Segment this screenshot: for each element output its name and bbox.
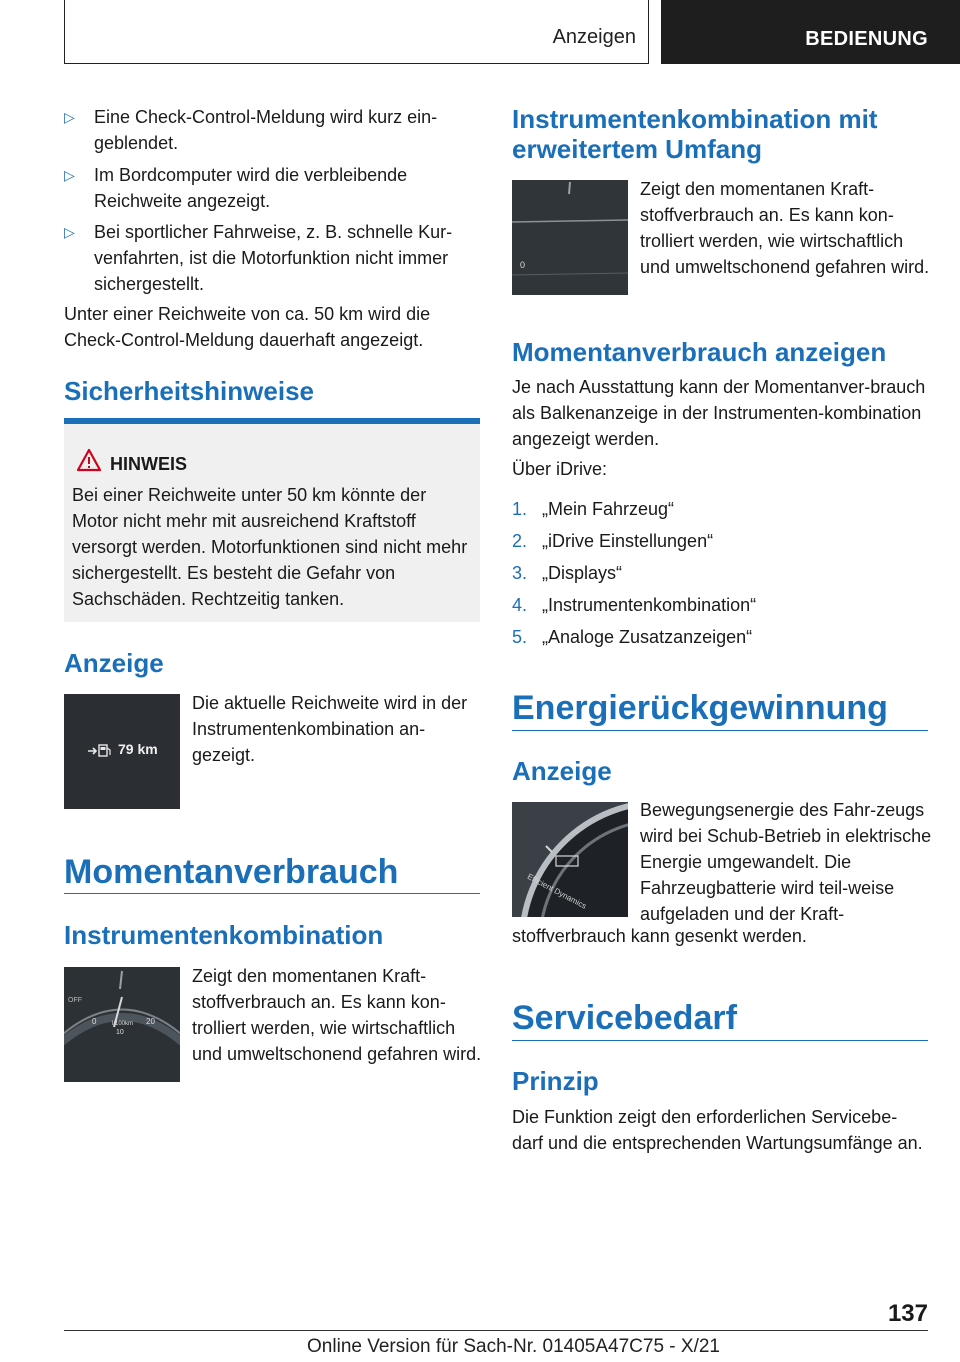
gauge-image: OFF 0 l/100km 10 20 (64, 967, 180, 1082)
show-heading: Momentanverbrauch anzeigen (512, 337, 887, 367)
safety-heading: Sicherheitshinweise (64, 376, 314, 406)
warning-triangle-icon (76, 448, 102, 472)
paragraph: Zeigt den momentanen Kraft-stoffverbrauch an. Es kann kon-trolliert werden, wie wirtschaftlich und umweltschonend gefahren wird. (640, 179, 930, 277)
heading-rule (512, 1040, 928, 1041)
note-text: Bei einer Reichweite unter 50 km könnte der Motor nicht mehr mit ausreichend Kraftstoff versorgt werden. Motorfunktionen sind nicht mehr sichergestellt. Es besteht die Gefahr von Sachschäden. Rechtzeitig tanken. (72, 485, 468, 609)
header-chapter-title: BEDIENUNG (805, 28, 928, 50)
triangle-bullet-icon: ▷ (64, 167, 75, 183)
footer-online-version: Online Version für Sach-Nr. 01405A47C75 - X/21 (307, 1336, 720, 1357)
ik-ext-heading: Instrumentenkombination mit erweitertem Umfang (512, 104, 878, 164)
footer-rule (64, 1330, 928, 1331)
triangle-bullet-icon: ▷ (64, 109, 75, 125)
note-label: HINWEIS (110, 454, 188, 474)
extended-gauge (512, 180, 628, 295)
header-section-box (64, 0, 649, 64)
energy-sub-heading: Anzeige (512, 756, 612, 786)
prinzip-heading: Prinzip (512, 1066, 599, 1096)
paragraph: Bewegungsenergie des Fahr-zeugs wird bei Schub-Betrieb in elektrische Energie umgewandelt. Die Fahrzeugbatterie wird teil-weise aufgeladen und der Kraft- (640, 800, 932, 924)
range-value: 79 km (118, 741, 158, 757)
heading-rule (512, 730, 928, 731)
ik-heading: Instrumentenkombination (64, 920, 384, 950)
range-display-image (64, 694, 180, 809)
heading-rule (64, 893, 480, 894)
energy-image-label: Efficient Dynamics (525, 872, 588, 911)
energy-image (512, 802, 628, 917)
energy-heading: Energierückgewinnung (512, 689, 888, 727)
paragraph: Die aktuelle Reichweite wird in der Instrumentenkombination an-gezeigt. (192, 693, 468, 765)
gauge-ext-image: 0 (512, 180, 628, 295)
paragraph: Unter einer Reichweite von ca. 50 km wird die Check-Control-Meldung dauerhaft angezeigt. (64, 304, 431, 350)
note-box (64, 424, 480, 622)
service-heading: Servicebedarf (512, 999, 737, 1037)
triangle-bullet-icon: ▷ (64, 224, 75, 240)
paragraph: Über iDrive: (512, 459, 608, 479)
paragraph: Die Funktion zeigt den erforderlichen Servicebe-darf und die entsprechenden Wartungsumfänge an. (512, 1107, 923, 1153)
header-chapter-box (661, 0, 960, 64)
momentan-heading: Momentanverbrauch (64, 853, 399, 891)
paragraph: Je nach Ausstattung kann der Momentanver-brauch als Balkenanzeige in der Instrumenten-kombination angezeigt werden. (512, 377, 926, 449)
anzeige-heading: Anzeige (64, 648, 164, 678)
paragraph: stoffverbrauch kann gesenkt werden. (512, 926, 807, 946)
paragraph: Zeigt den momentanen Kraft-stoffverbrauch an. Es kann kon-trolliert werden, wie wirtschaftlich und umweltschonend gefahren wird. (192, 966, 482, 1064)
page-number: 137 (887, 1300, 928, 1327)
header-section-title: Anzeigen (552, 26, 636, 48)
